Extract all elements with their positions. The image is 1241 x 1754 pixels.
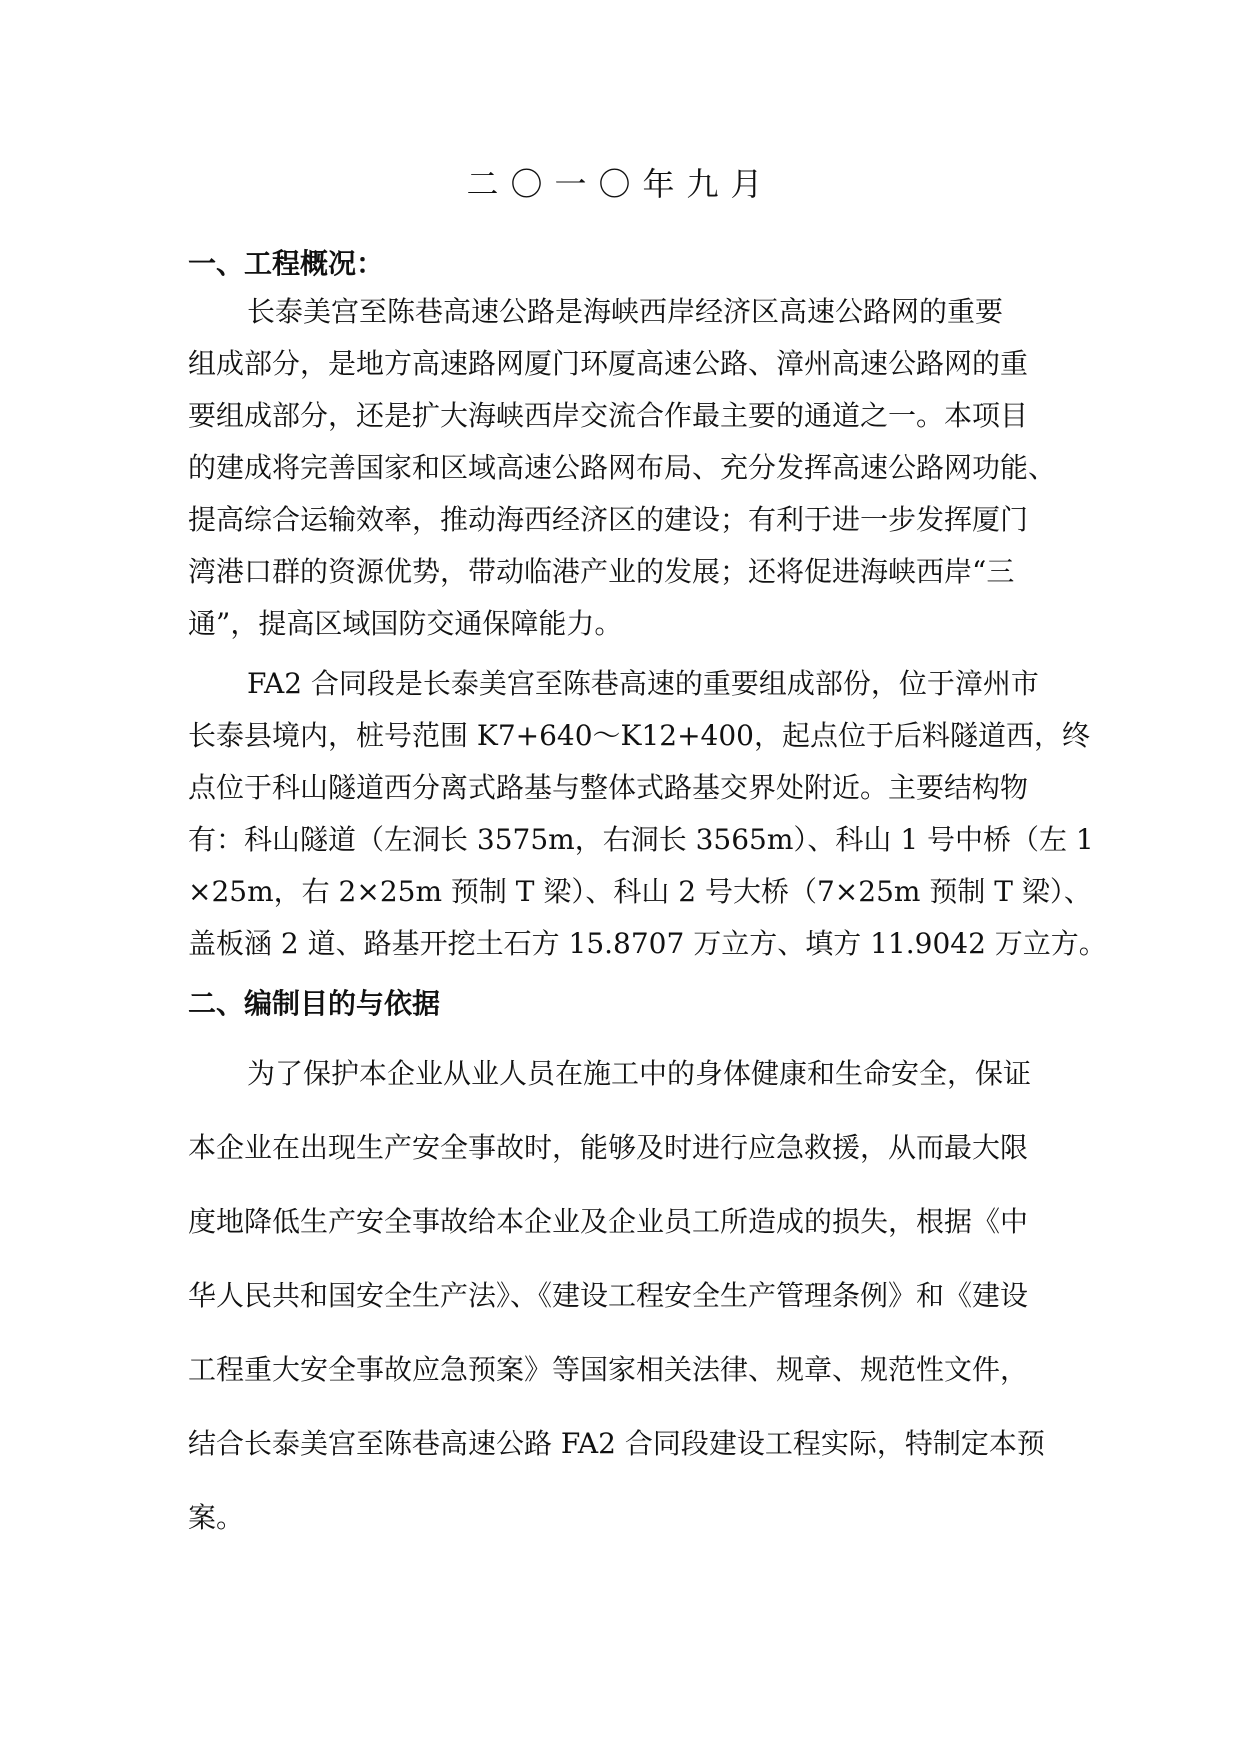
section-heading-project-overview: 一、工程概况：: [188, 247, 385, 280]
paragraph-line: 提高综合运输效率，推动海西经济区的建设；有利于进一步发挥厦门: [188, 503, 1029, 536]
paragraph-line: 湾港口群的资源优势，带动临港产业的发展；还将促进海峡西岸“三: [188, 555, 1015, 588]
paragraph-line: 组成部分，是地方高速路网厦门环厦高速公路、漳州高速公路网的重: [188, 347, 1029, 380]
section-heading-purpose-basis: 二、编制目的与依据: [188, 987, 441, 1020]
paragraph-line: 点位于科山隧道西分离式路基与整体式路基交界处附近。主要结构物: [188, 771, 1029, 804]
paragraph-line: 要组成部分，还是扩大海峡西岸交流合作最主要的通道之一。本项目: [188, 399, 1029, 432]
paragraph-line: 案。: [188, 1501, 245, 1534]
paragraph-line: 工程重大安全事故应急预案》等国家相关法律、规章、规范性文件，: [188, 1353, 1029, 1386]
paragraph-line: 有：科山隧道（左洞长 3575m，右洞长 3565m）、科山 1 号中桥（左 1: [188, 823, 1094, 856]
paragraph-line: 为了保护本企业从业人员在施工中的身体健康和生命安全，保证: [247, 1057, 1032, 1090]
paragraph-line: 通”，提高区域国防交通保障能力。: [188, 607, 623, 640]
paragraph-line: 华人民共和国安全生产法》、《建设工程安全生产管理条例》和《建设: [188, 1279, 1029, 1312]
paragraph-line: ×25m，右 2×25m 预制 T 梁）、科山 2 号大桥（7×25m 预制 T 梁）、: [188, 875, 1092, 908]
paragraph-line: 的建成将完善国家和区域高速公路网布局、充分发挥高速公路网功能、: [188, 451, 1057, 484]
date-title: 二〇一〇年九月: [466, 165, 775, 203]
paragraph-line: 盖板涵 2 道、路基开挖土石方 15.8707 万立方、填方 11.9042 万立方。: [188, 927, 1107, 960]
paragraph-line: FA2 合同段是长泰美宫至陈巷高速的重要组成部份，位于漳州市: [247, 667, 1039, 700]
paragraph-line: 本企业在出现生产安全事故时，能够及时进行应急救援，从而最大限: [188, 1131, 1029, 1164]
paragraph-line: 长泰县境内，桩号范围 K7+640～K12+400，起点位于后料隧道西，终: [188, 719, 1090, 752]
paragraph-line: 度地降低生产安全事故给本企业及企业员工所造成的损失，根据《中: [188, 1205, 1029, 1238]
paragraph-line: 结合长泰美宫至陈巷高速公路 FA2 合同段建设工程实际，特制定本预: [188, 1427, 1045, 1460]
paragraph-line: 长泰美宫至陈巷高速公路是海峡西岸经济区高速公路网的重要: [247, 295, 1004, 328]
